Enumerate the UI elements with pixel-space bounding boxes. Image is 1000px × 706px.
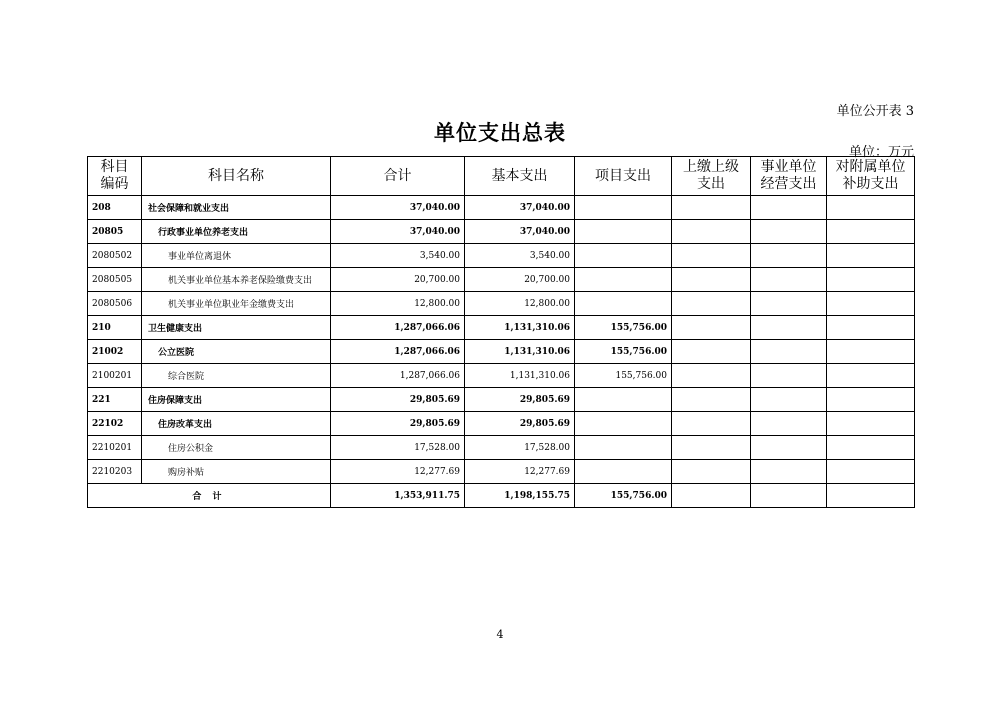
cell-total: 1,287,066.06 [331,340,465,364]
total-label: 合 计 [88,484,331,508]
table-body [88,196,915,484]
cell-subsidy [827,340,915,364]
cell-basic: 29,805.69 [465,388,575,412]
cell-basic: 20,700.00 [465,268,575,292]
total-basic: 1,198,155.75 [465,484,575,508]
cell-project: 155,756.00 [575,316,672,340]
cell-subsidy [827,460,915,484]
table-row [88,220,915,244]
cell-total: 29,805.69 [331,388,465,412]
cell-business [751,412,827,436]
cell-business [751,268,827,292]
header-upper: 上缴上级 支出 [672,157,751,196]
cell-business [751,364,827,388]
cell-business [751,244,827,268]
cell-total: 20,700.00 [331,268,465,292]
cell-subsidy [827,244,915,268]
cell-basic: 1,131,310.06 [465,316,575,340]
unit-label: 单位：万元 [848,145,914,160]
cell-code: 21002 [88,340,142,364]
header-code: 科目 编码 [88,157,142,196]
total-subsidy [827,484,915,508]
cell-name: 公立医院 [142,340,331,364]
cell-business [751,460,827,484]
cell-project: 155,756.00 [575,364,672,388]
cell-business [751,196,827,220]
table-row [88,292,915,316]
cell-project [575,220,672,244]
cell-project [575,388,672,412]
cell-name: 社会保障和就业支出 [142,196,331,220]
cell-basic: 29,805.69 [465,412,575,436]
total-business [751,484,827,508]
cell-upper [672,316,751,340]
cell-business [751,388,827,412]
cell-upper [672,292,751,316]
cell-code: 20805 [88,220,142,244]
cell-basic: 37,040.00 [465,196,575,220]
cell-basic: 1,131,310.06 [465,364,575,388]
cell-business [751,220,827,244]
cell-name: 事业单位离退休 [142,244,331,268]
cell-upper [672,460,751,484]
cell-code: 2080505 [88,268,142,292]
expenditure-table [87,156,915,508]
cell-code: 2080506 [88,292,142,316]
table-row [88,316,915,340]
cell-business [751,340,827,364]
cell-basic: 12,277.69 [465,460,575,484]
header-basic: 基本支出 [465,157,575,196]
cell-basic: 1,131,310.06 [465,340,575,364]
table-row [88,388,915,412]
cell-total: 1,287,066.06 [331,316,465,340]
cell-basic: 37,040.00 [465,220,575,244]
form-number: 单位公开表 3 [836,104,914,119]
table-row [88,268,915,292]
header-subsidy: 对附属单位 补助支出 [827,157,915,196]
cell-name: 住房保障支出 [142,388,331,412]
cell-name: 机关事业单位基本养老保险缴费支出 [142,268,331,292]
cell-upper [672,364,751,388]
cell-project [575,412,672,436]
header-row [88,157,915,196]
cell-project [575,460,672,484]
table-row [88,340,915,364]
cell-total: 37,040.00 [331,220,465,244]
cell-upper [672,388,751,412]
cell-name: 行政事业单位养老支出 [142,220,331,244]
page-title: 单位支出总表 [434,120,566,145]
cell-upper [672,412,751,436]
cell-total: 12,277.69 [331,460,465,484]
cell-project: 155,756.00 [575,340,672,364]
cell-subsidy [827,220,915,244]
cell-project [575,268,672,292]
cell-code: 22102 [88,412,142,436]
cell-subsidy [827,196,915,220]
cell-upper [672,436,751,460]
cell-total: 29,805.69 [331,412,465,436]
cell-subsidy [827,316,915,340]
cell-subsidy [827,412,915,436]
cell-upper [672,196,751,220]
cell-code: 210 [88,316,142,340]
cell-name: 综合医院 [142,364,331,388]
header-business: 事业单位 经营支出 [751,157,827,196]
cell-code: 2210201 [88,436,142,460]
cell-total: 12,800.00 [331,292,465,316]
cell-business [751,316,827,340]
header-project: 项目支出 [575,157,672,196]
cell-total: 1,287,066.06 [331,364,465,388]
cell-subsidy [827,268,915,292]
cell-basic: 12,800.00 [465,292,575,316]
cell-subsidy [827,436,915,460]
total-sum: 1,353,911.75 [331,484,465,508]
cell-total: 17,528.00 [331,436,465,460]
table-row [88,460,915,484]
cell-code: 221 [88,388,142,412]
cell-code: 2210203 [88,460,142,484]
cell-name: 购房补贴 [142,460,331,484]
cell-project [575,292,672,316]
header-name: 科目名称 [142,157,331,196]
cell-upper [672,340,751,364]
cell-code: 208 [88,196,142,220]
total-row [88,484,915,508]
cell-project [575,244,672,268]
table-row [88,196,915,220]
cell-project [575,196,672,220]
cell-subsidy [827,388,915,412]
cell-name: 机关事业单位职业年金缴费支出 [142,292,331,316]
table-row [88,364,915,388]
cell-upper [672,220,751,244]
cell-subsidy [827,292,915,316]
page-number: 4 [496,628,504,641]
cell-upper [672,244,751,268]
cell-business [751,292,827,316]
cell-basic: 3,540.00 [465,244,575,268]
total-upper [672,484,751,508]
header-total: 合计 [331,157,465,196]
cell-code: 2100201 [88,364,142,388]
cell-name: 卫生健康支出 [142,316,331,340]
cell-name: 住房公积金 [142,436,331,460]
cell-basic: 17,528.00 [465,436,575,460]
cell-business [751,436,827,460]
cell-total: 37,040.00 [331,196,465,220]
table-row [88,412,915,436]
cell-total: 3,540.00 [331,244,465,268]
cell-name: 住房改革支出 [142,412,331,436]
cell-upper [672,268,751,292]
cell-project [575,436,672,460]
cell-code: 2080502 [88,244,142,268]
table-row [88,244,915,268]
cell-subsidy [827,364,915,388]
table-row [88,436,915,460]
total-project: 155,756.00 [575,484,672,508]
